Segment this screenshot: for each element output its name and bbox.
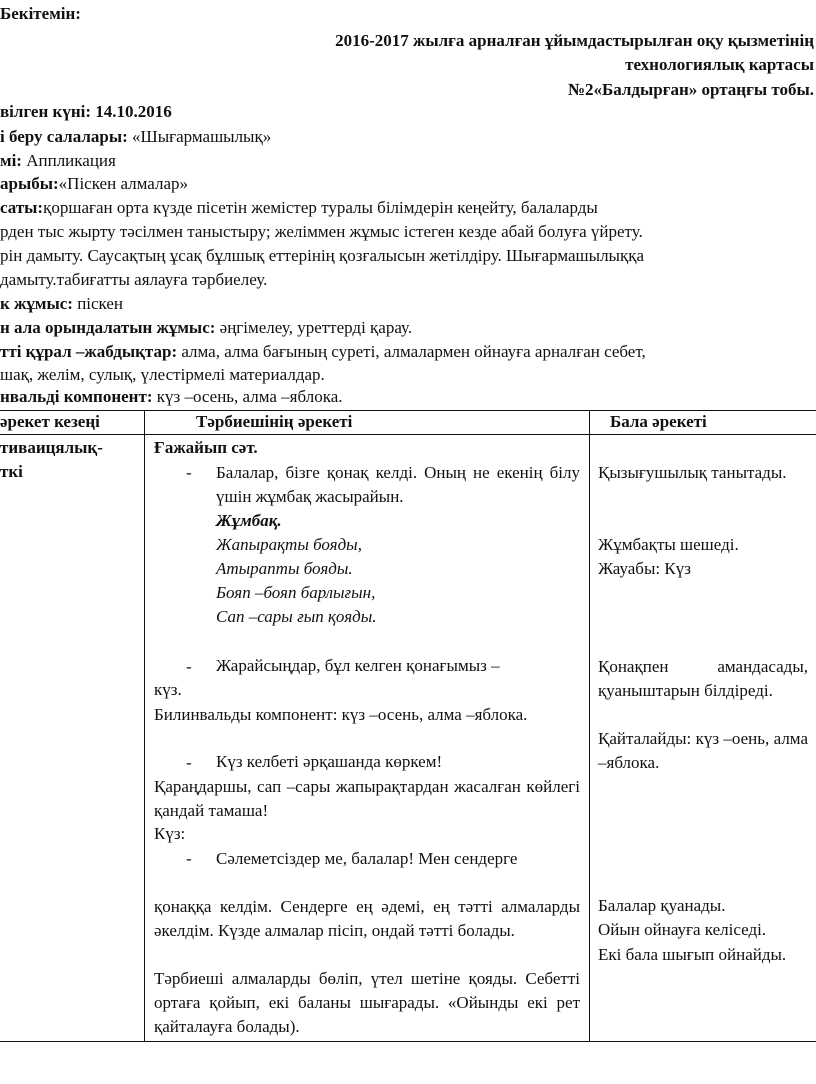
teacher-p5: Қараңдаршы, сап –сары жапырақтардан жасалған көйлегі қандай тамаша!: [154, 777, 580, 820]
subject-line: [0, 150, 116, 172]
tools-value: алма, алма бағының суреті, алмалармен ойнауға арналған себет,: [177, 342, 646, 361]
teacher-p3: Билинвальды компонент: күз –осень, алма –яблока.: [154, 705, 528, 724]
vocab-line: [0, 293, 123, 315]
goal-line-4: дамыту.табиғатты аялауға тәрбиелеу.: [0, 270, 268, 289]
goal-line-2: рден тыс жырту тәсілмен таныстыру; желіммен жұмыс істеген кезде абай болуға үйрету.: [0, 222, 643, 241]
riddle-title: Жұмбақ.: [216, 511, 282, 530]
table-col-divider-2: [589, 410, 590, 1041]
header-stage: әрекет кезеңі: [0, 412, 100, 431]
child-c3: Жауабы: Күз: [598, 559, 691, 578]
table-bottom-border: [0, 1041, 816, 1042]
riddle-line: Сап –сары ғып қояды.: [216, 607, 377, 626]
bullet-dash: -: [186, 753, 192, 772]
teacher-p6: Күз:: [154, 824, 186, 843]
teacher-p2b: күз.: [154, 680, 182, 699]
bilingual-line: [0, 386, 343, 408]
title-line-2: технологиялық картасы: [625, 55, 814, 74]
teacher-p4: Күз келбеті әрқашанда көркем!: [216, 752, 443, 771]
header-teacher: Тәрбиешінің әрекеті: [196, 412, 353, 431]
child-c2: Жұмбақты шешеді.: [598, 535, 739, 554]
table-col-divider-1: [144, 410, 145, 1041]
topic-value: «Піскен алмалар»: [58, 174, 188, 193]
bullet-dash: -: [186, 849, 192, 868]
teacher-p2a: Жарайсыңдар, бұл келген қонағымыз –: [216, 656, 500, 675]
title-line-1: 2016-2017 жылға арналған ұйымдастырылған оқу қызметінің: [335, 31, 814, 50]
teacher-p1: Балалар, бізге қонақ келді. Оның не екенің білу үшін жұмбақ жасырайын.: [216, 463, 580, 506]
tools-label: тті құрал –жабдықтар:: [0, 342, 178, 361]
subject-value: Аппликация: [21, 151, 116, 170]
child-c7: Ойын ойнауға келіседі.: [598, 920, 767, 939]
header-child: Бала әрекеті: [610, 412, 707, 431]
approve-label: Бекітемін:: [0, 4, 81, 23]
topic-label: арыбы:: [0, 174, 59, 193]
area-line: [0, 126, 271, 148]
table-header-border: [0, 434, 816, 435]
area-value: «Шығармашылық»: [127, 127, 272, 146]
goal-value: қоршаған орта күзде пісетін жемістер туралы білімдерін кеңейту, балаларды: [43, 198, 598, 217]
subject-label: мі:: [0, 151, 22, 170]
bilingual-value: күз –осень, алма –яблока.: [152, 387, 343, 406]
teacher-heading: Ғажайып сәт.: [154, 438, 258, 457]
child-c5: Қайталайды: күз –оень, алма –яблока.: [598, 729, 808, 772]
tools-line-2: шақ, желім, сулық, үлестірмелі материалдар.: [0, 365, 325, 384]
vocab-value: піскен: [72, 294, 124, 313]
teacher-p8: қонаққа келдім. Сендерге ең әдемі, ең тәтті алмаларды әкелдім. Күзде алмалар пісіп, ондай тәтті болады.: [154, 897, 580, 940]
prework-line: [0, 317, 412, 339]
bilingual-label: нвальді компонент:: [0, 387, 153, 406]
riddle-line: Атырапты бояды.: [216, 559, 353, 578]
bullet-dash: -: [186, 463, 192, 482]
child-c1: Қызығушылық танытады.: [598, 463, 787, 482]
date-line: вілген күні: 14.10.2016: [0, 102, 172, 121]
child-c4: Қонақпен амандасады, қуаныштарын білдіреді.: [598, 657, 808, 700]
teacher-p7: Сәлеметсіздер ме, балалар! Мен сендерге: [216, 849, 518, 868]
goal-line: [0, 197, 598, 219]
child-c6: Балалар қуанады.: [598, 896, 726, 915]
goal-line-3: рін дамыту. Саусақтың ұсақ бұлшық еттерінің қозғалысын жетілдіру. Шығармашылыққа: [0, 246, 645, 265]
child-c8: Екі бала шығып ойнайды.: [598, 945, 787, 964]
tools-line: [0, 341, 646, 363]
stage-line-1: тиваицялық-: [0, 438, 103, 457]
teacher-p9: Тәрбиеші алмаларды бөліп, үтел шетіне қояды. Себетті ортаға қойып, екі баланы шығарады. «Ойынды екі рет қайталауға болады).: [154, 969, 580, 1036]
title-line-3: №2«Балдырған» ортаңғы тобы.: [567, 80, 814, 99]
topic-line: [0, 173, 188, 195]
riddle-line: Жапырақты бояды,: [216, 535, 362, 554]
prework-value: әңгімелеу, уреттерді қарау.: [215, 318, 413, 337]
goal-label: саты:: [0, 198, 44, 217]
riddle-line: Бояп –бояп барлығын,: [216, 583, 376, 602]
vocab-label: к жұмыс:: [0, 294, 73, 313]
bullet-dash: -: [186, 657, 192, 676]
prework-label: н ала орындалатын жұмыс:: [0, 318, 216, 337]
stage-line-2: ткі: [0, 462, 23, 481]
area-label: і беру салалары:: [0, 127, 128, 146]
